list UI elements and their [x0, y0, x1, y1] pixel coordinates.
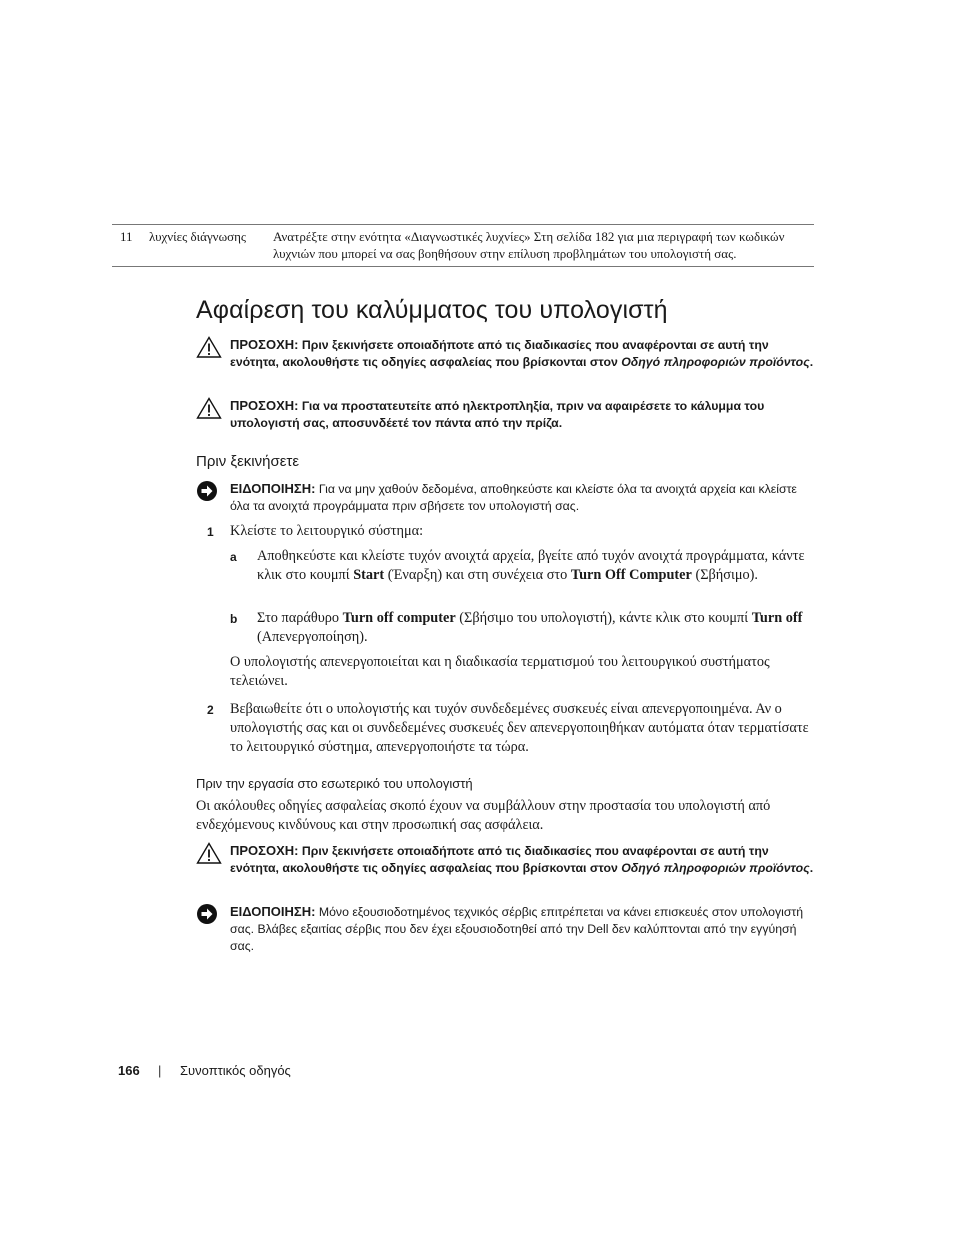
step-1a-part: (Έναρξη) και στη συνέχεια στο — [384, 567, 571, 583]
caution-text: Για να προστατευτείτε από ηλεκτροπληξία, πριν να αφαιρέσετε το κάλυμμα του υπολογιστή σας, αποσυνδέετέ τον πάντα από την πρίζα. — [230, 399, 765, 430]
turn-off-computer-window-term: Turn off computer — [342, 610, 456, 626]
diagnostic-table — [112, 224, 814, 267]
caution-end: . — [809, 861, 814, 875]
footer-separator: | — [158, 1063, 162, 1078]
row-name: λυχνίες διάγνωσης — [149, 229, 247, 244]
caution-label: ΠΡΟΣΟΧΗ: — [230, 398, 299, 413]
step-1-text: Κλείστε το λειτουργικό σύστημα: — [230, 523, 424, 539]
caution-notice-2 — [196, 397, 816, 432]
row-number: 11 — [120, 229, 133, 244]
caution-label: ΠΡΟΣΟΧΗ: — [230, 337, 299, 352]
caution-text: Πριν ξεκινήσετε οποιαδήποτε από τις διαδικασίες που αναφέρονται σε αυτή την ενότητα, ακολουθήστε τις οδηγίες ασφαλείας που βρίσκονται στον — [230, 338, 769, 369]
caution-italic: Οδηγό πληροφοριών προϊόντος — [621, 861, 810, 875]
step-1b-marker: b — [230, 612, 238, 626]
step-1a-text — [257, 547, 815, 585]
notice-arrow-icon — [196, 903, 230, 955]
subheading: Πριν την εργασία στο εσωτερικό του υπολογιστή — [196, 776, 473, 791]
caution-label: ΠΡΟΣΟΧΗ: — [230, 843, 299, 858]
notice-1 — [196, 480, 816, 515]
warning-icon — [196, 397, 230, 432]
notice-label: ΕΙΔΟΠΟΙΗΣΗ: — [230, 904, 316, 919]
page-title: Αφαίρεση του καλύμματος του υπολογιστή — [196, 296, 668, 324]
caution-text: Πριν ξεκινήσετε οποιαδήποτε από τις διαδικασίες που αναφέρονται σε αυτή την ενότητα, ακολουθήστε τις οδηγίες ασφαλείας που βρίσκονται στον — [230, 844, 769, 875]
turn-off-computer-term: Turn Off Computer — [570, 567, 692, 583]
step-1b-part: (Σβήσιμο του υπολογιστή), κάντε κλικ στο κουμπί — [455, 610, 752, 626]
step-1a-marker: a — [230, 550, 237, 564]
step-1-marker: 1 — [207, 525, 214, 539]
step-1b-part: Στο παράθυρο — [257, 610, 343, 626]
notice-label: ΕΙΔΟΠΟΙΗΣΗ: — [230, 481, 316, 496]
section-heading: Πριν ξεκινήσετε — [196, 453, 300, 470]
caution-end: . — [809, 355, 814, 369]
caution-notice-1 — [196, 336, 816, 371]
intro-paragraph: Οι ακόλουθες οδηγίες ασφαλείας σκοπό έχουν να συμβάλλουν στην προστασία του υπολογιστή από ενδεχόμενους κινδύνους και στην προσωπική σας ασφάλεια. — [196, 798, 771, 833]
start-term: Start — [353, 567, 385, 583]
step-2-text: Βεβαιωθείτε ότι ο υπολογιστής και τυχόν συνδεδεμένες συσκευές είναι απενεργοποιημένα. Αν ο υπολογιστής σας και οι συνδεδεμένες συσκευές δεν απενεργοποιηθήκαν αυτόματα όταν τερματίσατε το λειτουργικό σύστημα, απενεργοποιήστε τα τώρα. — [230, 701, 809, 755]
table-row — [112, 228, 814, 262]
step-1b-part: (Απενεργοποίηση). — [257, 629, 368, 645]
caution-italic: Οδηγό πληροφοριών προϊόντος — [621, 355, 810, 369]
turn-off-term: Turn off — [751, 610, 803, 626]
notice-text: Μόνο εξουσιοδοτημένος τεχνικός σέρβις επιτρέπεται να κάνει επισκευές στον υπολογιστή σας. Βλάβες εξαιτίας σέρβις που δεν έχει εξουσιοδοτηθεί από την Dell δεν καλύπτονται από την εγγύησή σας. — [230, 905, 804, 953]
page-number: 166 — [118, 1063, 140, 1078]
step-2-marker: 2 — [207, 703, 214, 717]
caution-notice-3 — [196, 842, 816, 877]
step-1a-part: (Σβήσιμο). — [691, 567, 758, 583]
warning-icon — [196, 336, 230, 371]
notice-arrow-icon — [196, 480, 230, 515]
footer-title: Συνοπτικός οδηγός — [180, 1063, 291, 1078]
step-1b-text — [257, 609, 815, 647]
step-1a-part: Αποθηκεύστε και κλείστε τυχόν ανοιχτά αρχεία, βγείτε από τυχόν ανοιχτά προγράμματα, κάντε κλικ στο κουμπί — [257, 548, 805, 583]
notice-text: Για να μην χαθούν δεδομένα, αποθηκεύστε και κλείστε όλα τα ανοιχτά αρχεία και κλείστε όλα τα ανοιχτά προγράμματα πριν σβήσετε τον υπολογιστή σας. — [230, 482, 797, 513]
step-1-result: Ο υπολογιστής απενεργοποιείται και η διαδικασία τερματισμού του λειτουργικού συστήματος τελειώνει. — [230, 654, 770, 689]
row-description: Ανατρέξτε στην ενότητα «Διαγνωστικές λυχνίες» Στη σελίδα 182 για μια περιγραφή των κωδικών λυχνιών που μπορεί να σας βοηθήσουν στην επίλυση προβλημάτων του υπολογιστή σας. — [273, 229, 785, 261]
warning-icon — [196, 842, 230, 877]
notice-2 — [196, 903, 816, 955]
